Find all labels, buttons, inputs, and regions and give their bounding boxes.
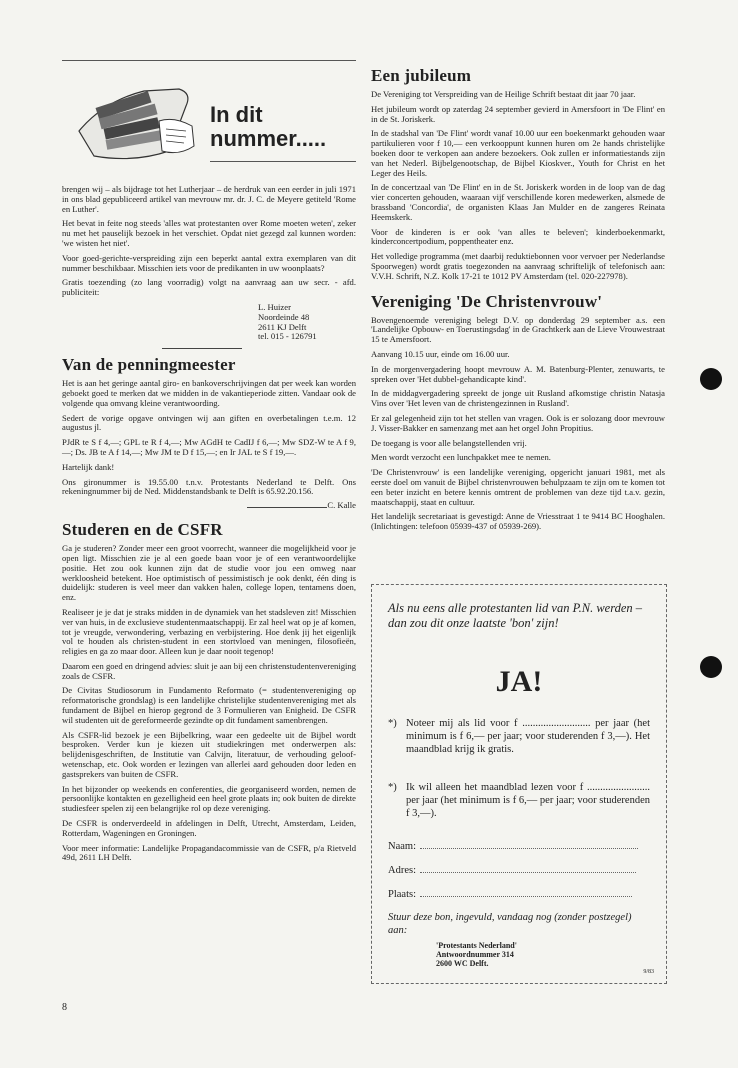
plaats-field[interactable]: Plaats: [388,889,650,900]
intro-signature: L. Huizer Noordeinde 48 2611 KJ Delft tel. 015 - 126791 [258,301,317,342]
page-number: 8 [62,1002,67,1013]
christenvrouw-paragraph: 'De Christenvrouw' is een landelijke vereniging, opgericht januari 1981, met als eerste doel om vanuit de Bijbel christenvrouwen behulpzaam te zijn om te komen tot een beter inzicht en betere kennis omtrent de problemen van deze tijd t.a.v. gezin, maatschappij, staat en cultuur. [371,467,665,507]
binder-hole [700,656,724,680]
left-column [62,60,356,868]
coupon-code: 9/83 [643,969,654,975]
jubileum-paragraph: Het volledige programma (met daarbij reduktiebonnen voor vervoer per Nederlandse Spoorwegen) wordt gratis toegezonden na aanvraag schriftelijk of telefonisch aan: V.V.H. Schrift, N.Z. Kolk 17-21 te 1012 PV Amsterdam (tel. 020-227978). [371,251,665,281]
naam-field[interactable]: Naam: [388,841,650,852]
coupon-option-magazine[interactable]: *) Ik wil alleen het maandblad lezen voor f ........................ per jaar (het minimum is f 6,— per jaar; voor studerenden f 3,—). [388,782,650,819]
binder-hole [700,368,724,392]
studeren-paragraph: Als CSFR-lid bezoek je een Bijbelkring, waar een gedeelte uit de Bijbel wordt besproken. Verder kun je kiezen uit studiekringen met onderwerpen als: belijdenisgeschriften, de Institutie van Calvijn, literatuur, de verhouding geloof-wetenschap, etc. Ook worden er lezingen van allerlei aard gehouden door leden en gastsprekers van buiten de CSFR. [62,729,356,779]
section-title-penningmeester: Van de penningmeester [62,355,236,375]
penning-paragraph: Ons gironummer is 19.55.00 t.n.v. Protestants Nederland te Delft. Ons rekeningnummer bij de Ned. Middenstandsbank te Delft is 65.92.20.156. [62,476,356,497]
coupon-instruction: Stuur deze bon, ingevuld, vandaag nog (zonder postzegel) aan: [388,912,632,936]
jubileum-paragraph: In de stadshal van 'De Flint' wordt vanaf 10.00 uur een boekenmarkt gehouden waar partikulieren voor f 10,— een verkooppunt kunnen huren om 2e hands christelijke boeken door te verkopen aan andere bezoekers. Ook zullen er informatiestands zijn van het Nederl. Bijbelgenootschap, de Bijbel Kioskver., Youth for Christ en het Leger des Heils. [371,128,665,178]
header-rule [210,161,356,162]
studeren-paragraph: Daarom een goed en dringend advies: sluit je aan bij een christenstudentenvereniging zoals de CSFR. [62,660,356,681]
intro-paragraph: brengen wij – als bijdrage tot het Lutherjaar – de herdruk van een eerder in juli 1971 in ons blad gepubliceerd artikel van mevrouw mr. dr. J. C. de Meyere getiteld 'Rome en Luther'. [62,184,356,214]
intro-paragraph: Het bevat in feite nog steeds 'alles wat protestanten over Rome moeten weten', zeker nu met het pauselijk bezoek in het verschiet. Opdat niet gezegd zal kunnen worden: 'we wisten het niet'. [62,218,356,248]
penning-signature: C. Kalle [62,500,356,510]
christenvrouw-paragraph: De toegang is voor alle belangstellenden vrij. [371,437,527,448]
penning-paragraph: PJdR te S f 4,—; GPL te R f 4,—; Mw AGdH te CadIJ f 6,—; Mw SDZ-W te A f 9,—; Ds. JB te A f 14,—; Mw JM te D f 15,—; en Ir JAL te S f 19,—. [62,437,356,457]
section-title-jubileum: Een jubileum [371,66,472,85]
coupon-address: 'Protestants Nederland' Antwoordnummer 314 2600 WC Delft. [436,941,517,968]
jubileum-paragraph: Het jubileum wordt op zaterdag 24 september gevierd in Amersfoort in 'De Flint' en in de St. Joriskerk. [371,103,665,124]
separator [162,348,242,349]
christenvrouw-paragraph: Men wordt verzocht een lunchpakket mee te nemen. [371,452,551,463]
adres-field[interactable]: Adres: [388,865,650,876]
christenvrouw-paragraph: Bovengenoemde vereniging belegt D.V. op donderdag 29 september a.s. een 'Landelijke Opbouw- en Toerustingsdag' in de Grachtkerk aan de Lieve Vrouwestraat 15 te Amersfoort. [371,314,665,345]
penning-paragraph: Het is aan het geringe aantal giro- en bankoverschrijvingen dat per week kan worden geboekt goed te merken dat we midden in de vakantieperiode zitten. Vandaar ook de volgende qua omvang kleine verantwoording. [62,378,356,408]
intro-paragraph: Gratis toezending (zo lang voorradig) volgt na aanvraag aan uw secr. - afd. publiciteit: [62,277,356,298]
studeren-paragraph: De Civitas Studiosorum in Fundamento Reformato (= studentenvereniging op reformatorische grondslag) is een landelijke christelijke studentenvereniging met als fundament de Bijbel en hierop gegrond de 3 Formulieren van Enigheid. De CSFR wil studenten uit de gereformeerde gezindte op dit fundament samenbrengen. [62,685,356,725]
intro-paragraph: Voor goed-gerichte-verspreiding zijn een beperkt aantal extra exemplaren van dit nummer beschikbaar. Misschien iets voor de predikanten in uw woonplaats? [62,252,356,273]
checkbox-mark[interactable]: *) [388,782,397,793]
penning-paragraph: Hartelijk dank! [62,461,115,472]
jubileum-paragraph: In de concertzaal van 'De Flint' en in de St. Joriskerk worden in de loop van de dag vier concerten gehouden, waaraan vijf verschillende koren medewerken, alsmede de brassband 'Concordia', de organisten Klaas Jan Mulder en de zangeres Reinata Heemskerk. [371,182,665,222]
coupon-option-member[interactable]: *) Noteer mij als lid voor f .......................... per jaar (het minimum is f 6,— per jaar; voor studerenden f 3,—). Het maandblad krijg ik gratis. [388,718,650,755]
coupon-ja: JA! [495,665,543,698]
jubileum-paragraph: Voor de kinderen is er ook 'van alles te beleven'; kinderboekenmarkt, kinderconcertpodium, poppentheater enz. [371,226,665,247]
right-column [371,66,665,537]
header-title: In dit nummer..... [210,102,327,151]
checkbox-mark[interactable]: *) [388,718,397,729]
christenvrouw-paragraph: In de morgenvergadering hoopt mevrouw A. M. Batenburg-Plenter, zenuwarts, te spreken over 'Het dubbel-gehandicapte kind'. [371,363,665,384]
section-title-studeren: Studeren en de CSFR [62,520,223,540]
studeren-paragraph: Voor meer informatie: Landelijke Propagandacommissie van de CSFR, p/a Rietveld 49d, 2611 LH Delft. [62,842,356,863]
studeren-paragraph: Ga je studeren? Zonder meer een groot voorrecht, wanneer die mogelijkheid voor je open ligt. Misschien zie je al een goede baan voor je of een verantwoordelijke positie. Het zou ook kunnen zijn dat de studie voor jou een omweg naar werkloosheid betekent. Hoe optimistisch of pessimistisch je ook denkt, één ding is duidelijk: studeren is veel meer dan vakken halen, college lopen, tentamens doen, enz. [62,543,356,603]
studeren-paragraph: Realiseer je je dat je straks midden in de dynamiek van het stadsleven zit! Misschien ver van huis, in de exclusieve studentenmaatschappij. Er zal heel wat op je af komen, tot je vreugde, verwondering, verbazing en verbijstering. Hoe denk jij het eigenlijk vol te houden als christen-student in een stortvloed van meningen, filosofieën, religies en ga zo maar door. Alleen kun je daar nooit tegenop! [62,606,356,657]
books-hand-illustration [74,71,199,166]
membership-coupon [371,584,667,984]
christenvrouw-paragraph: In de middagvergadering spreekt de jonge uit Rusland afkomstige christin Natasja Vins over 'Het leven van de christengezinnen in Rusland'. [371,388,665,409]
christenvrouw-paragraph: Het landelijk secretariaat is gevestigd: Anne de Vriesstraat 1 te 9414 BC Hooghalen. (Inlichtingen: telefoon 05939-437 of 05939-269). [371,511,665,532]
studeren-paragraph: In het bijzonder op weekends en conferenties, die georganiseerd worden, nemen de persoonlijke kontakten en gezelligheid een heel grote plaats in; ook buiten de direkte studiesfeer spelen zij een belangrijke rol op deze vereniging. [62,783,356,814]
jubileum-paragraph: De Vereniging tot Verspreiding van de Heilige Schrift bestaat dit jaar 70 jaar. [371,89,636,99]
christenvrouw-paragraph: Er zal gelegenheid zijn tot het stellen van vragen. Ook is er solozang door mevrouw J. Visser-Bakker en samenzang met aan het orgel John Propitius. [371,412,665,433]
penning-paragraph: Sedert de vorige opgave ontvingen wij aan giften en overbetalingen t.e.m. 12 augustus jl. [62,412,356,433]
studeren-paragraph: De CSFR is onderverdeeld in afdelingen in Delft, Utrecht, Amsterdam, Leiden, Rotterdam, Wageningen en Groningen. [62,818,356,838]
christenvrouw-paragraph: Aanvang 10.15 uur, einde om 16.00 uur. [371,348,510,359]
section-title-christenvrouw: Vereniging 'De Christenvrouw' [371,291,603,311]
coupon-intro: Als nu eens alle protestanten lid van P.N. werden – dan zou dit onze laatste 'bon' zijn! [388,601,643,630]
in-dit-nummer-header [62,60,356,179]
